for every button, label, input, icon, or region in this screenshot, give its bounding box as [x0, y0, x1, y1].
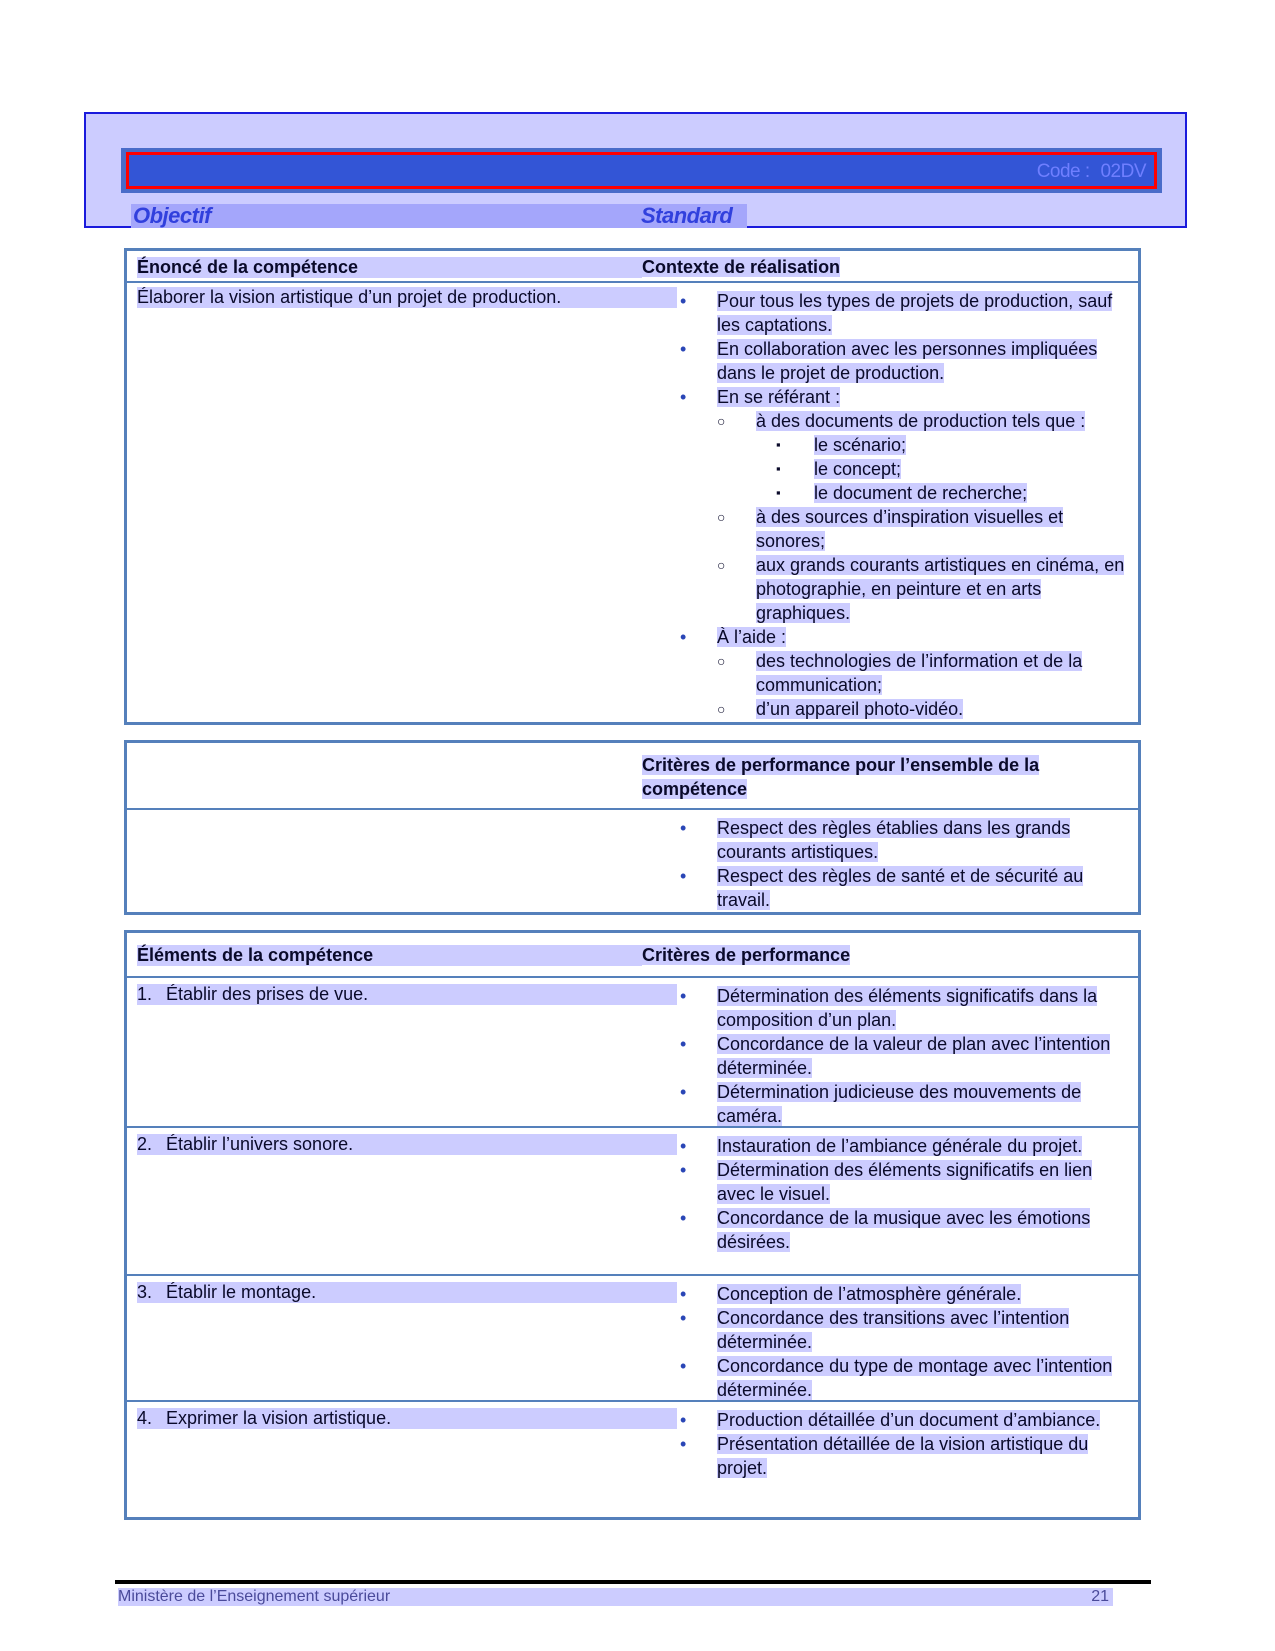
list-item — [642, 481, 1128, 505]
square-bullet-icon: ▪ — [776, 437, 781, 452]
element-label — [137, 984, 677, 1005]
bullet-icon: • — [680, 1410, 687, 1430]
elements-header: Éléments de la compétence — [137, 945, 642, 966]
list-item-text: le concept; — [814, 459, 902, 479]
bullet-icon: • — [680, 866, 687, 886]
list-item — [642, 625, 1128, 649]
list-item-text: aux grands courants artistiques en cinéma, en photographie, en peinture et en arts graphiques. — [756, 555, 1125, 623]
element-number: 1. — [137, 984, 153, 1004]
element-label — [137, 1408, 677, 1429]
element-text: Établir l’univers sonore. — [166, 1134, 354, 1154]
context-list — [642, 289, 1138, 721]
table-row — [127, 976, 1138, 1126]
footer-divider — [115, 1580, 1151, 1584]
bullet-icon: • — [680, 818, 687, 838]
bullet-icon: • — [680, 1434, 687, 1454]
table-row — [127, 1274, 1138, 1400]
list-item-text: En se référant : — [717, 387, 841, 407]
element-number: 4. — [137, 1408, 153, 1428]
criteria-list — [642, 1134, 1138, 1254]
list-item-text: Détermination judicieuse des mouvements de caméra. — [717, 1082, 1082, 1126]
list-item-text: le scénario; — [814, 435, 907, 455]
list-item — [642, 337, 1128, 385]
list-item-text: Présentation détaillée de la vision artistique du projet. — [717, 1434, 1089, 1478]
page-number: 21 — [1091, 1588, 1109, 1605]
footer — [118, 1588, 1113, 1606]
list-item-text: Concordance du type de montage avec l’intention déterminée. — [717, 1356, 1113, 1400]
list-item — [642, 1408, 1128, 1432]
table-row — [127, 281, 1138, 723]
element-text: Établir le montage. — [166, 1282, 317, 1302]
list-item — [642, 984, 1128, 1032]
element-label — [137, 1134, 677, 1155]
bullet-icon: • — [680, 986, 687, 1006]
list-item-text: Détermination des éléments significatifs dans la composition d’un plan. — [717, 986, 1098, 1030]
competency-statement-table — [124, 248, 1141, 725]
list-item-text: Respect des règles de santé et de sécurité au travail. — [717, 866, 1084, 910]
list-item-text: Détermination des éléments significatifs en lien avec le visuel. — [717, 1160, 1093, 1204]
element-number: 3. — [137, 1282, 153, 1302]
list-item — [642, 649, 1128, 697]
bullet-icon: • — [680, 1308, 687, 1328]
competency-code — [1031, 161, 1146, 183]
list-item — [642, 553, 1128, 625]
circle-bullet-icon: ○ — [717, 557, 726, 573]
circle-bullet-icon: ○ — [717, 653, 726, 669]
element-text: Exprimer la vision artistique. — [166, 1408, 392, 1428]
list-item-text: à des sources d’inspiration visuelles et sonores; — [756, 507, 1064, 551]
list-item — [642, 505, 1128, 553]
list-item-text: À l’aide : — [717, 627, 787, 647]
circle-bullet-icon: ○ — [717, 509, 726, 525]
bullet-icon: • — [680, 1284, 687, 1304]
global-criteria-header: Critères de performance pour l’ensemble de la compétence — [642, 755, 1040, 799]
list-item — [642, 1306, 1128, 1354]
bullet-icon: • — [680, 1356, 687, 1376]
list-item — [642, 697, 1128, 721]
bullet-icon: • — [680, 1160, 687, 1180]
list-item — [642, 1158, 1128, 1206]
list-item — [642, 289, 1128, 337]
table-header-row — [127, 251, 1138, 281]
bullet-icon: • — [680, 1136, 687, 1156]
square-bullet-icon: ▪ — [776, 485, 781, 500]
list-item — [642, 1080, 1128, 1128]
criteria-list — [642, 1408, 1138, 1480]
footer-ministry: Ministère de l’Enseignement supérieur — [118, 1588, 391, 1605]
list-item-text: Concordance des transitions avec l’intention déterminée. — [717, 1308, 1070, 1352]
code-label: Code : — [1036, 161, 1090, 182]
table-row — [127, 1126, 1138, 1274]
list-item — [642, 1354, 1128, 1402]
competency-statement: Élaborer la vision artistique d’un projet de production. — [137, 287, 677, 308]
list-item — [642, 385, 1128, 409]
bullet-icon: • — [680, 1208, 687, 1228]
code-value: 02DV — [1100, 161, 1146, 182]
list-item-text: Respect des règles établies dans les grands courants artistiques. — [717, 818, 1071, 862]
list-item — [642, 864, 1128, 912]
square-bullet-icon: ▪ — [776, 461, 781, 476]
statement-header: Énoncé de la compétence — [137, 257, 642, 278]
element-text: Établir des prises de vue. — [166, 984, 369, 1004]
table-row — [127, 1400, 1138, 1514]
list-item — [642, 457, 1128, 481]
criteria-header: Critères de performance — [642, 945, 851, 965]
list-item — [642, 433, 1128, 457]
list-item-text: d’un appareil photo-vidéo. — [756, 699, 964, 719]
bullet-icon: • — [680, 339, 687, 359]
context-header: Contexte de réalisation — [642, 257, 841, 277]
standard-label: Standard — [641, 203, 733, 228]
list-item — [642, 1432, 1128, 1480]
list-item — [642, 1206, 1128, 1254]
list-item — [642, 816, 1128, 864]
list-item-text: des technologies de l’information et de la communication; — [756, 651, 1083, 695]
list-item — [642, 1032, 1128, 1080]
list-item-text: Pour tous les types de projets de production, sauf les captations. — [717, 291, 1113, 335]
bullet-icon: • — [680, 1082, 687, 1102]
bullet-icon: • — [680, 627, 687, 647]
bullet-icon: • — [680, 387, 687, 407]
header-labels — [131, 204, 747, 228]
circle-bullet-icon: ○ — [717, 701, 726, 717]
criteria-list — [642, 1282, 1138, 1402]
element-label — [137, 1282, 677, 1303]
list-item — [642, 409, 1128, 433]
criteria-list — [642, 984, 1138, 1128]
list-item-text: Concordance de la valeur de plan avec l’intention déterminée. — [717, 1034, 1111, 1078]
element-number: 2. — [137, 1134, 153, 1154]
list-item — [642, 1134, 1128, 1158]
elements-table — [124, 930, 1141, 1520]
list-item-text: Production détaillée d’un document d’ambiance. — [717, 1410, 1101, 1430]
bullet-icon: • — [680, 1034, 687, 1054]
header-code-band — [121, 148, 1162, 193]
list-item-text: En collaboration avec les personnes impliquées dans le projet de production. — [717, 339, 1098, 383]
global-criteria-list — [642, 816, 1138, 912]
circle-bullet-icon: ○ — [717, 413, 726, 429]
list-item-text: Instauration de l’ambiance générale du projet. — [717, 1136, 1083, 1156]
list-item-text: le document de recherche; — [814, 483, 1028, 503]
list-item-text: Conception de l’atmosphère générale. — [717, 1284, 1022, 1304]
objective-label: Objectif — [133, 203, 211, 228]
list-item — [642, 1282, 1128, 1306]
bullet-icon: • — [680, 291, 687, 311]
global-criteria-table — [124, 740, 1141, 915]
list-item-text: Concordance de la musique avec les émotions désirées. — [717, 1208, 1091, 1252]
list-item-text: à des documents de production tels que : — [756, 411, 1086, 431]
